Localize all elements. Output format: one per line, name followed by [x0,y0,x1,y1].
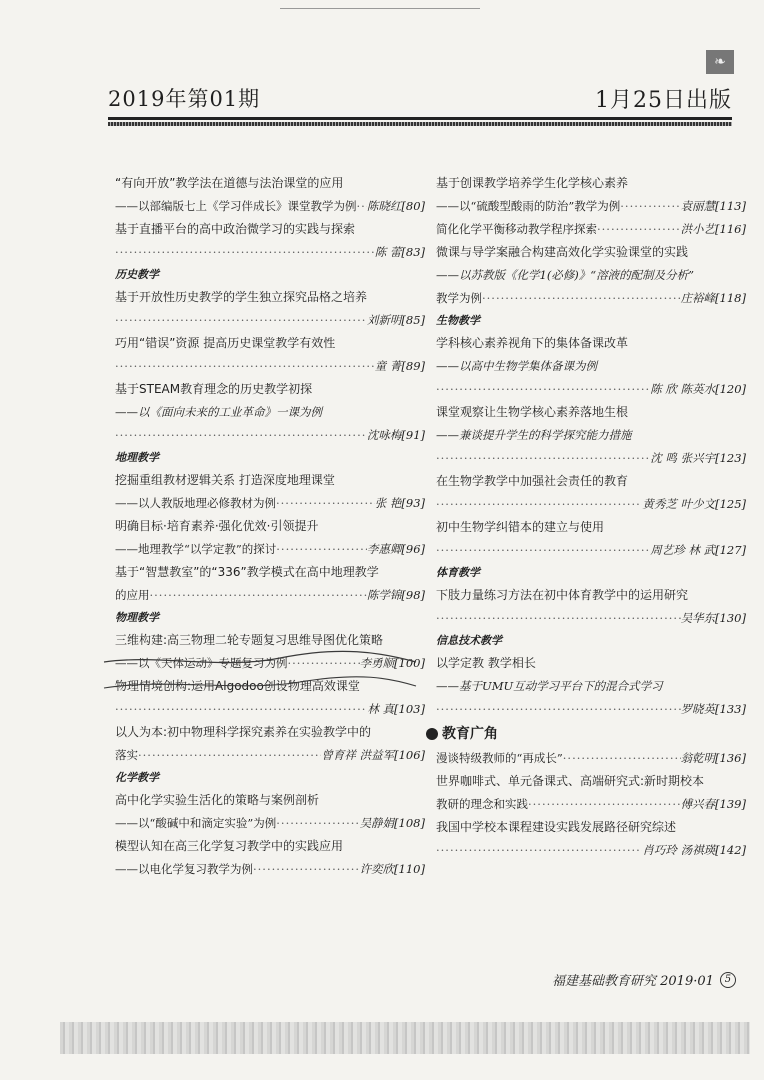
toc-article-subtitle: ——兼谈提升学生的科学探究能力措施 [436,428,632,442]
issue-label: 2019年第01期 [108,87,261,111]
toc-article-title: 世界咖啡式、单元备课式、高端研究式:新时期校本 [436,774,705,788]
toc-entry-text: 漫谈特级教师的“再成长” [436,751,563,765]
leader-dots [115,698,367,721]
toc-article-title: 下肢力量练习方法在初中体育教学中的运用研究 [436,588,689,602]
toc-article-title: 学科核心素养视角下的集体备课改革 [436,336,629,350]
toc-entry-text: 的应用 [115,588,150,602]
leader-dots [276,492,375,515]
author-page-ref: 翁乾明[136] [680,751,746,765]
leader-dots [276,812,359,835]
toc-entry-text: ——地理教学“以学定教”的探讨 [115,542,277,556]
author-page-ref: 陈学锦[98] [366,588,425,602]
toc-right-column [436,172,746,862]
toc-article-subtitle: ——以高中生物学集体备课为例 [436,359,597,373]
toc-article-title: 基于开放性历史教学的学生独立探究品格之培养 [115,290,368,304]
toc-left-column [115,172,425,881]
toc-section-heading: 地理教学 [115,451,159,464]
author-page-ref: 陈 欣 陈英水[120] [650,382,746,396]
toc-article-title: 基于STEAM教育理念的历史教学初探 [115,382,313,396]
toc-entry-text: ——以电化学复习教学为例 [115,862,253,876]
page-footer [552,970,736,989]
toc-entry-line [115,538,425,561]
toc-entry-line [115,355,425,378]
toc-entry-text: 落实 [115,748,138,762]
toc-entry-line [436,839,746,862]
leader-dots [115,309,367,332]
leader-dots [115,424,367,447]
toc-entry-line [115,652,425,675]
toc-article-subtitle: ——基于UMU互动学习平台下的混合式学习 [436,679,663,693]
toc-article-subtitle: ——以《面向未来的工业革命》一课为例 [115,405,322,419]
author-page-ref: 罗晓英[133] [680,702,746,716]
toc-article-title: “有向开放”教学法在道德与法治课堂的应用 [115,176,344,190]
leader-dots [288,652,360,675]
leader-dots [436,447,650,470]
toc-entry-line [115,698,425,721]
toc-entry-text: ——以部编版七上《学习伴成长》课堂教学为例 [115,199,357,213]
toc-entry-line [436,607,746,630]
author-page-ref: 张 艳[93] [374,496,425,510]
toc-entry-line [436,447,746,470]
toc-article-subtitle: ——以苏教版《化学1(必修)》“溶液的配制及分析” [436,268,695,282]
toc-entry-line [436,195,746,218]
toc-entry-line [436,378,746,401]
author-page-ref: 肖巧玲 汤祺瑛[142] [642,843,746,857]
toc-entry-text: 简化化学平衡移动教学程序探索 [436,222,597,236]
author-page-ref: 庄裕峰[118] [680,291,746,305]
toc-entry-line [436,539,746,562]
leader-dots [253,858,360,881]
leader-dots [115,355,375,378]
author-page-ref: 沈 鸣 张兴宇[123] [650,451,746,465]
toc-entry-line [115,492,425,515]
toc-entry-text: ——以“酸碱中和滴定实验”为例 [115,816,277,830]
leader-dots [528,793,681,816]
leader-dots [436,839,642,862]
author-page-ref: 陈 蕾[83] [374,245,425,259]
author-page-ref: 洪小艺[116] [680,222,746,236]
toc-section-heading: 化学教学 [115,771,159,784]
author-page-ref: 李勇顺[100] [359,656,425,670]
toc-entry-line [115,812,425,835]
toc-section-heading: 信息技术教学 [436,634,502,647]
toc-entry-text: 教学为例 [436,291,482,305]
toc-article-title: 挖掘重组教材逻辑关系 打造深度地理课堂 [115,473,335,487]
page-number: 5 [720,972,736,988]
section-group-label: 教育广角 [442,726,498,742]
header-rule [108,117,732,120]
toc-article-title: 微课与导学案融合构建高效化学实验课堂的实践 [436,245,689,259]
toc-section-heading: 生物教学 [436,314,480,327]
leader-dots [436,698,681,721]
toc-entry-line [436,698,746,721]
toc-article-title: 模型认知在高三化学复习教学中的实践应用 [115,839,344,853]
leader-dots [150,584,367,607]
leader-dots [563,747,681,770]
bullet-icon [426,728,438,740]
author-page-ref: 童 菁[89] [374,359,425,373]
toc-entry-line [115,241,425,264]
leader-dots [276,538,367,561]
leader-dots [436,607,681,630]
author-page-ref: 刘新明[85] [366,313,425,327]
toc-entry-line [115,744,425,767]
leader-dots [357,195,367,218]
toc-entry-line [115,858,425,881]
toc-article-title: 课堂观察让生物学核心素养落地生根 [436,405,629,419]
section-group-heading [426,721,746,747]
toc-entry-text: ——以《天体运动》专题复习为例 [115,656,288,670]
toc-article-title: 明确目标·培育素养·强化优效·引领提升 [115,519,319,533]
toc-article-title: 基于创课教学培养学生化学核心素养 [436,176,629,190]
author-page-ref: 吴华东[130] [680,611,746,625]
toc-section-heading: 体育教学 [436,566,480,579]
toc-entry-line [436,493,746,516]
toc-article-title: 三维构建:高三物理二轮专题复习思维导图优化策略 [115,633,384,647]
header-rule-pattern [108,122,732,126]
leader-dots [115,241,375,264]
toc-entry-line [115,195,425,218]
toc-article-title: 以学定教 教学相长 [436,656,536,670]
toc-entry-line [436,747,746,770]
toc-section-heading: 物理教学 [115,611,159,624]
toc-article-title: 初中生物学纠错本的建立与使用 [436,520,605,534]
leader-dots [138,744,321,767]
toc-article-title: 我国中学校本课程建设实践发展路径研究综述 [436,820,677,834]
publish-date: 1月25日出版 [595,88,732,113]
toc-article-title: 高中化学实验生活化的策略与案例剖析 [115,793,320,807]
author-page-ref: 吴静娟[108] [359,816,425,830]
author-page-ref: 陈晓红[80] [366,199,425,213]
toc-entry-line [436,793,746,816]
author-page-ref: 林 真[103] [367,702,425,716]
toc-entry-line [115,424,425,447]
toc-entry-text: ——以人教版地理必修教材为例 [115,496,276,510]
leader-dots [436,539,650,562]
toc-article-title: 物理情境创构:运用Algodoo创设物理高效课堂 [115,679,360,693]
author-page-ref: 黄秀芝 叶少文[125] [642,497,746,511]
toc-article-title: 基于直播平台的高中政治微学习的实践与探索 [115,222,356,236]
toc-article-title: 以人为本:初中物理科学探究素养在实验教学中的 [115,725,372,739]
journal-name: 福建基础教育研究 2019·01 [552,974,714,989]
author-page-ref: 许奕欣[110] [359,862,425,876]
corner-stamp-icon: ❧ [706,50,734,74]
leader-dots [482,287,681,310]
scan-noise-band [60,1022,750,1054]
author-page-ref: 曾育祥 洪益军[106] [321,748,425,762]
toc-entry-line [436,287,746,310]
top-scan-line [280,8,480,9]
toc-article-title: 基于“智慧教室”的“336”教学模式在高中地理教学 [115,565,379,579]
author-page-ref: 袁丽慧[113] [680,199,746,213]
author-page-ref: 周艺珍 林 武[127] [650,543,746,557]
author-page-ref: 沈咏梅[91] [366,428,425,442]
toc-entry-text: 教研的理念和实践 [436,797,528,811]
author-page-ref: 李惠卿[96] [366,542,425,556]
toc-entry-line [115,584,425,607]
author-page-ref: 傅兴春[139] [680,797,746,811]
leader-dots [436,493,642,516]
toc-entry-line [115,309,425,332]
leader-dots [436,378,650,401]
toc-entry-text: ——以“硫酸型酸雨的防治”教学为例 [436,199,621,213]
toc-entry-line [436,218,746,241]
toc-article-title: 在生物学教学中加强社会责任的教育 [436,474,629,488]
leader-dots [597,218,681,241]
toc-article-title: 巧用“错误”资源 提高历史课堂教学有效性 [115,336,336,350]
toc-section-heading: 历史教学 [115,268,159,281]
leader-dots [620,195,680,218]
